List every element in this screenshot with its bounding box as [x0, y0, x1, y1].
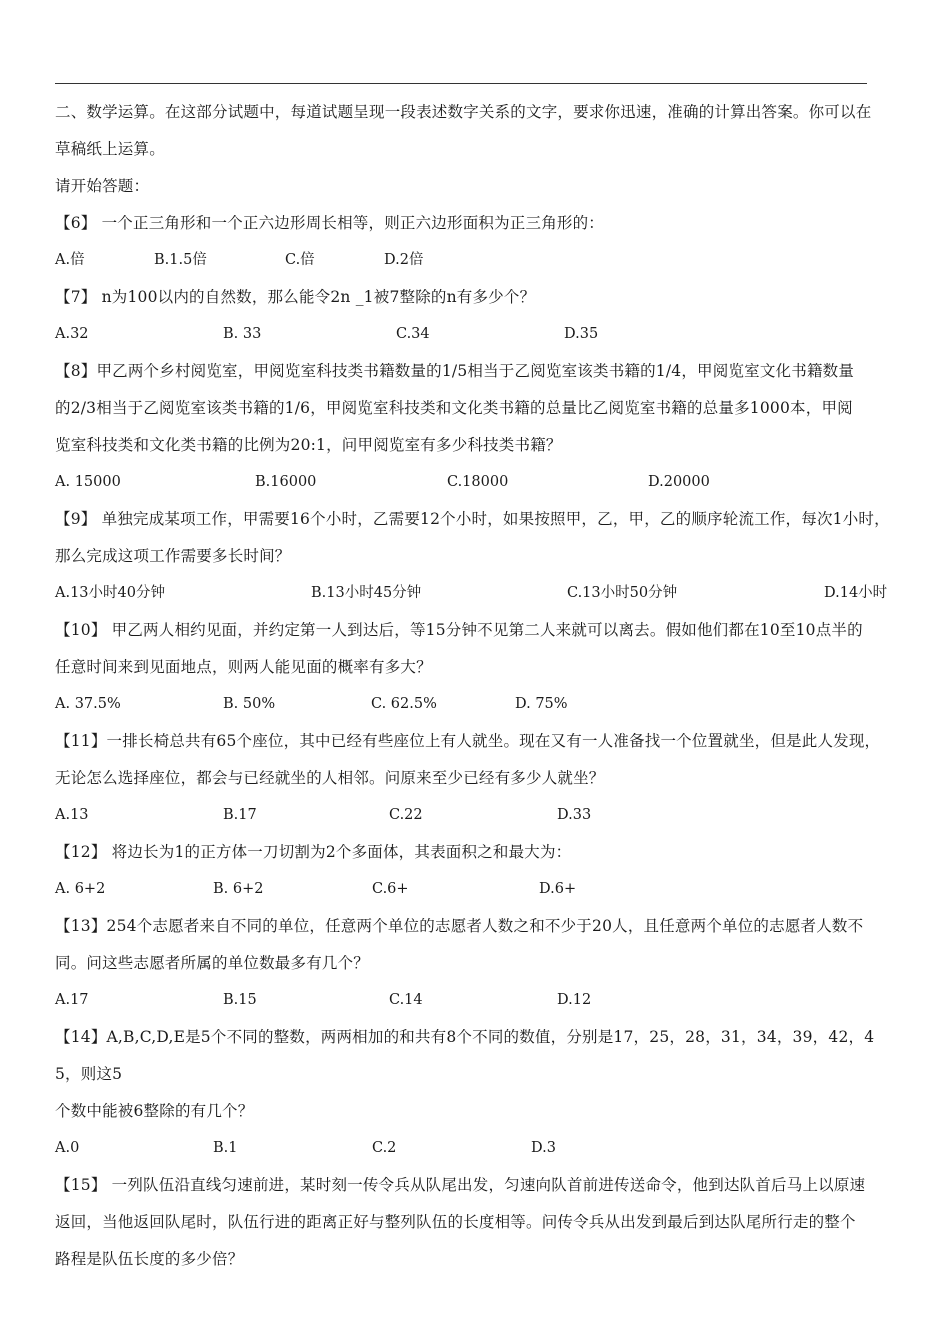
- option-a: A.倍: [55, 252, 85, 268]
- question-14: [55, 1019, 897, 1167]
- option-d: D.35: [564, 326, 599, 342]
- question-text: 览室科技类和文化类书籍的比例为20:1，问甲阅览室有多少科技类书籍？: [55, 436, 562, 454]
- question-text: 返回，当他返回队尾时，队伍行进的距离正好与整列队伍的长度相等。问传令兵从出发到最后到达队尾所行走的整个: [55, 1213, 856, 1231]
- section-intro-line-1: 二、数学运算。在这部分试题中，每道试题呈现一段表述数字关系的文字，要求你迅速，准确的计算出答案。你可以在: [55, 103, 872, 121]
- option-d: D.12: [557, 992, 592, 1008]
- question-text: 【6】 一个正三角形和一个正六边形周长相等，则正六边形面积为正三角形的：: [55, 214, 604, 232]
- option-a: A.13小时40分钟: [55, 585, 165, 601]
- option-c: C.倍: [285, 252, 315, 268]
- options-row: [55, 242, 897, 279]
- option-a: A.13: [55, 807, 89, 823]
- options-row: [55, 1130, 897, 1167]
- option-a: A.0: [55, 1140, 80, 1156]
- option-b: B. 50%: [223, 696, 276, 712]
- question-13: [55, 908, 897, 1019]
- question-9: [55, 501, 897, 612]
- option-c: C.18000: [447, 474, 509, 490]
- option-b: B. 6+2: [213, 881, 264, 897]
- question-text: 个数中能被6整除的有几个？: [55, 1102, 254, 1120]
- question-10: [55, 612, 897, 723]
- question-6: [55, 205, 897, 279]
- section-intro-line-2: 草稿纸上运算。: [55, 140, 165, 158]
- document-content: [55, 94, 897, 1278]
- question-text: 【10】 甲乙两人相约见面，并约定第一人到达后，等15分钟不见第二人来就可以离去。假如他们都在10至10点半的: [55, 621, 863, 639]
- question-text: 【12】 将边长为1的正方体一刀切割为2个多面体，其表面积之和最大为：: [55, 843, 572, 861]
- question-text: 【8】甲乙两个乡村阅览室，甲阅览室科技类书籍数量的1/5相当于乙阅览室该类书籍的1/4，甲阅览室文化书籍数量: [55, 362, 855, 380]
- document-page: [55, 0, 897, 1344]
- question-text: 【15】 一列队伍沿直线匀速前进，某时刻一传令兵从队尾出发，匀速向队首前进传送命令，他到达队首后马上以原速: [55, 1176, 866, 1194]
- option-d: D.20000: [648, 474, 710, 490]
- options-row: [55, 686, 897, 723]
- options-row: [55, 871, 897, 908]
- options-row: [55, 464, 897, 501]
- start-prompt: 请开始答题：: [55, 177, 150, 195]
- question-8: [55, 353, 897, 501]
- question-text: 任意时间来到见面地点，则两人能见面的概率有多大？: [55, 658, 432, 676]
- question-text: 无论怎么选择座位，都会与已经就坐的人相邻。问原来至少已经有多少人就坐？: [55, 769, 605, 787]
- options-row: [55, 316, 897, 353]
- header-rule: [55, 83, 867, 84]
- question-text: 【14】A,B,C,D,E是5个不同的整数，两两相加的和共有8个不同的数值，分别是17，25，28，31，34，39，42，45，则这5: [55, 1028, 875, 1083]
- option-b: B. 33: [223, 326, 262, 342]
- option-a: A. 37.5%: [55, 696, 121, 712]
- question-text: 的2/3相当于乙阅览室该类书籍的1/6，甲阅览室科技类和文化类书籍的总量比乙阅览室书籍的总量多1000本，甲阅: [55, 399, 853, 417]
- options-row: [55, 575, 897, 612]
- option-a: A. 6+2: [55, 881, 106, 897]
- question-text: 同。问这些志愿者所属的单位数最多有几个？: [55, 954, 370, 972]
- question-7: [55, 279, 897, 353]
- question-text: 【13】254个志愿者来自不同的单位，任意两个单位的志愿者人数之和不少于20人，且任意两个单位的志愿者人数不: [55, 917, 864, 935]
- option-a: A. 15000: [55, 474, 121, 490]
- option-c: C.22: [389, 807, 423, 823]
- option-b: B.1.5倍: [154, 252, 207, 268]
- option-a: A.17: [55, 992, 89, 1008]
- question-12: [55, 834, 897, 908]
- question-text: 【9】 单独完成某项工作，甲需要16个小时，乙需要12个小时，如果按照甲，乙，甲，乙的顺序轮流工作，每次1小时，: [55, 510, 890, 528]
- option-b: B.13小时45分钟: [311, 585, 422, 601]
- option-a: A.32: [55, 326, 89, 342]
- options-row: [55, 982, 897, 1019]
- option-d: D.6+: [539, 881, 577, 897]
- option-c: C.6+: [372, 881, 409, 897]
- option-d: D.33: [557, 807, 592, 823]
- option-c: C.2: [372, 1140, 397, 1156]
- option-b: B.17: [223, 807, 257, 823]
- question-text: 【11】一排长椅总共有65个座位，其中已经有些座位上有人就坐。现在又有一人准备找一个位置就坐，但是此人发现，: [55, 732, 881, 750]
- option-c: C. 62.5%: [371, 696, 437, 712]
- question-15: [55, 1167, 897, 1278]
- option-d: D.2倍: [384, 252, 424, 268]
- option-b: B.1: [213, 1140, 238, 1156]
- option-c: C.14: [389, 992, 423, 1008]
- option-b: B.16000: [255, 474, 317, 490]
- option-c: C.13小时50分钟: [567, 585, 678, 601]
- options-row: [55, 797, 897, 834]
- question-text: 【7】 n为100以内的自然数，那么能令2n _1被7整除的n有多少个？: [55, 288, 536, 306]
- option-d: D.14小时: [824, 585, 888, 601]
- option-d: D.3: [531, 1140, 556, 1156]
- question-text: 那么完成这项工作需要多长时间？: [55, 547, 291, 565]
- option-d: D. 75%: [515, 696, 568, 712]
- option-c: C.34: [396, 326, 430, 342]
- option-b: B.15: [223, 992, 257, 1008]
- question-text: 路程是队伍长度的多少倍？: [55, 1250, 244, 1268]
- question-11: [55, 723, 897, 834]
